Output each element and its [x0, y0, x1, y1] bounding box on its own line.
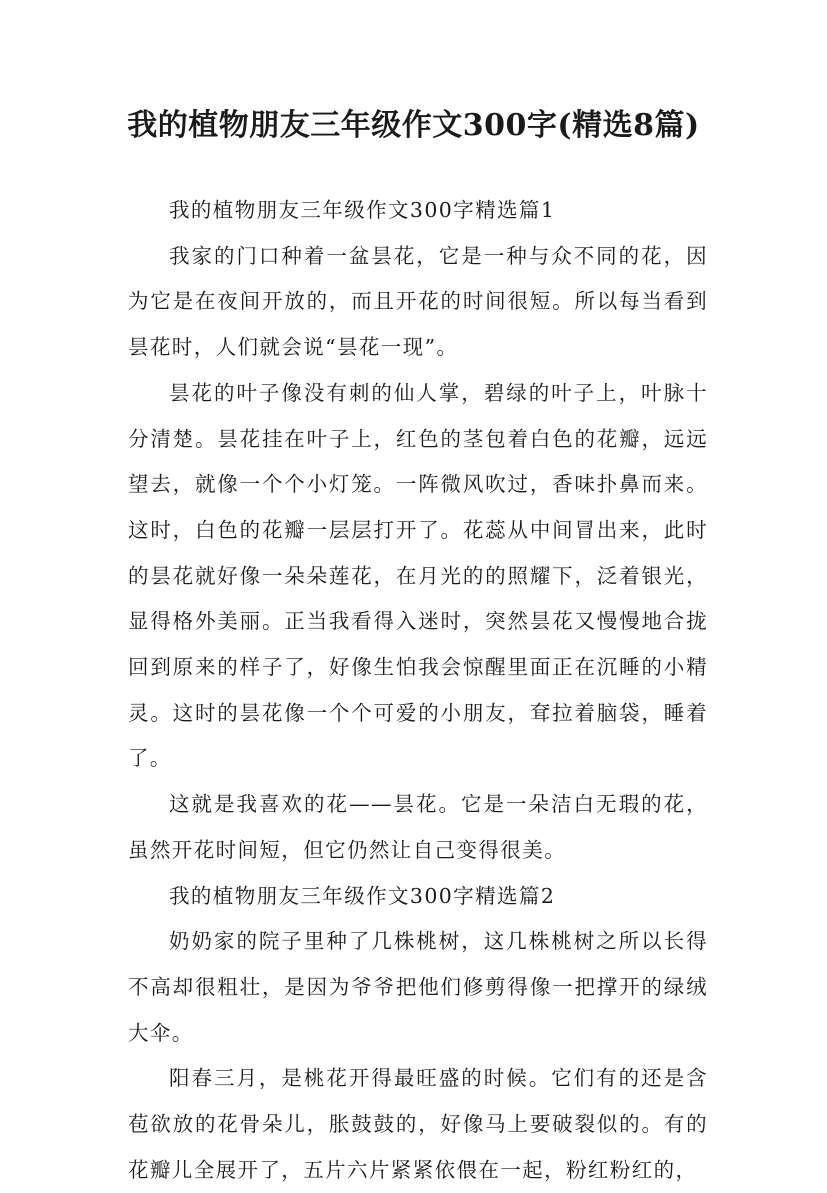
paragraph: 奶奶家的院子里种了几株桃树，这几株桃树之所以长得不高却很粗壮，是因为爷爷把他们修剪得像一把撑开的绿绒大伞。 [128, 929, 708, 1045]
paragraph: 我家的门口种着一盆昙花，它是一种与众不同的花，因为它是在夜间开放的，而且开花的时间很短。所以每当看到昙花时，人们就会说“昙花一现”。 [128, 243, 708, 360]
section-heading-1: 我的植物朋友三年级作文300字精选篇1 [169, 198, 556, 222]
paragraph: 昙花的叶子像没有刺的仙人掌，碧绿的叶子上，叶脉十分清楚。昙花挂在叶子上，红色的茎包着白色的花瓣，远远望去，就像一个个小灯笼。一阵微风吹过，香味扑鼻而来。这时，白色的花瓣一层层打开了。花蕊从中间冒出来，此时的昙花就好像一朵朵莲花，在月光的的照耀下，泛着银光，显得格外美丽。正当我看得入迷时，突然昙花又慢慢地合拢回到原来的样子了，好像生怕我会惊醒里面正在沉睡的小精灵。这时的昙花像一个个可爱的小朋友，耷拉着脑袋，睡着了。 [128, 380, 708, 771]
paragraph: 这就是我喜欢的花——昙花。它是一朵洁白无瑕的花，虽然开花时间短，但它仍然让自己变得很美。 [128, 792, 708, 862]
document-title: 我的植物朋友三年级作文300字(精选8篇) [127, 108, 700, 143]
paragraph: 阳春三月，是桃花开得最旺盛的时候。它们有的还是含苞欲放的花骨朵儿，胀鼓鼓的，好像马上要破裂似的。有的花瓣儿全展开了，五片六片紧紧依偎在一起，粉红粉红的， [128, 1066, 708, 1182]
document-body [128, 188, 708, 1193]
section-heading-2: 我的植物朋友三年级作文300字精选篇2 [169, 883, 556, 908]
